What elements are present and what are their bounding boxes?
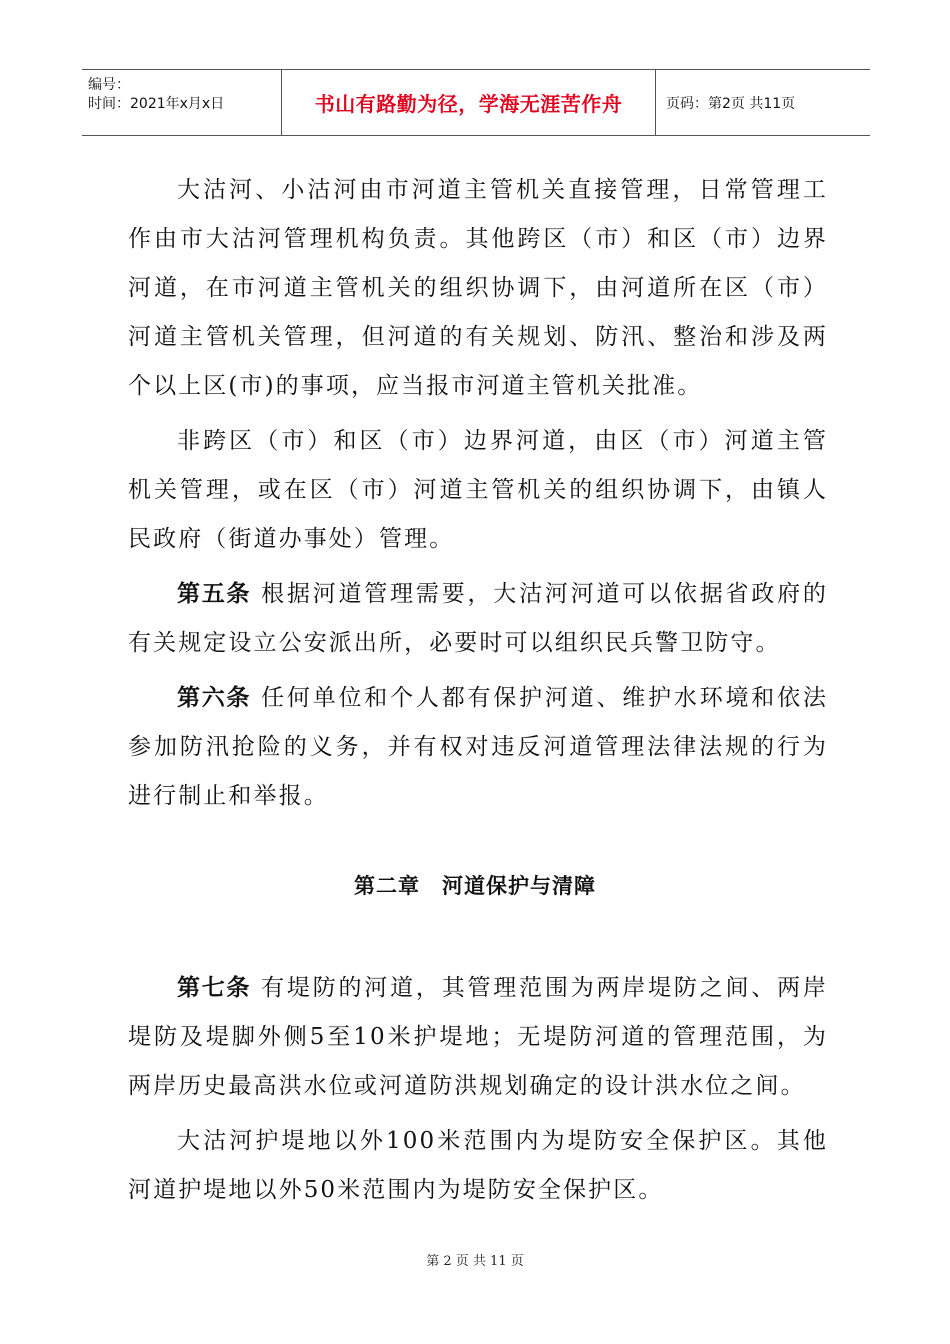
article-6-title: 第六条	[177, 685, 252, 711]
footer-page-number: 第 2 页 共 11 页	[426, 1254, 524, 1269]
article-5	[128, 570, 828, 668]
paragraph-2: 非跨区（市）和区（市）边界河道，由区（市）河道主管机关管理，或在区（市）河道主管机关的组织协调下，由镇人民政府（街道办事处）管理。	[128, 428, 828, 552]
paragraph-1: 大沽河、小沽河由市河道主管机关直接管理，日常管理工作由市大沽河管理机构负责。其他跨区（市）和区（市）边界河道，在市河道主管机关的组织协调下，由河道所在区（市）河道主管机关管理，但河道的有关规划、防汛、整治和涉及两个以上区(市)的事项，应当报市河道主管机关批准。	[128, 177, 828, 399]
article-5-title: 第五条	[177, 581, 252, 607]
article-5-text: 根据河道管理需要，大沽河河道可以依据省政府的有关规定设立公安派出所，必要时可以组织民兵警卫防守。	[128, 581, 829, 656]
motto-text: 书山有路勤为径，学海无涯苦作舟	[314, 92, 623, 116]
header-page-info	[656, 70, 870, 135]
article-7-text: 有堤防的河道，其管理范围为两岸堤防之间、两岸堤防及堤脚外侧5至10米护堤地；无堤防河道的管理范围，为两岸历史最高洪水位或河道防洪规划确定的设计洪水位之间。	[128, 975, 829, 1099]
article-7	[128, 964, 828, 1111]
page-header	[82, 69, 870, 136]
article-6-text: 任何单位和个人都有保护河道、维护水环境和依法参加防汛抢险的义务，并有权对违反河道管理法律法规的行为进行制止和举报。	[128, 685, 829, 809]
paragraph-3: 大沽河护堤地以外100米范围内为堤防安全保护区。其他河道护堤地以外50米范围内为堤防安全保护区。	[128, 1128, 828, 1203]
article-7-title: 第七条	[177, 975, 252, 1001]
number-label: 编号：	[88, 77, 130, 93]
header-meta	[82, 70, 282, 135]
section-body-bottom	[128, 964, 828, 1215]
header-motto	[282, 70, 656, 135]
section-body-top	[128, 166, 828, 821]
article-6	[128, 674, 828, 821]
page-footer	[0, 1250, 950, 1269]
chapter-heading	[0, 870, 950, 900]
time-label: 时间：2021年x月x日	[88, 96, 225, 112]
page-info-text: 页码：第2页 共11页	[666, 95, 796, 112]
chapter-title: 河道保护与清障	[442, 874, 596, 898]
chapter-number: 第二章	[354, 874, 420, 898]
